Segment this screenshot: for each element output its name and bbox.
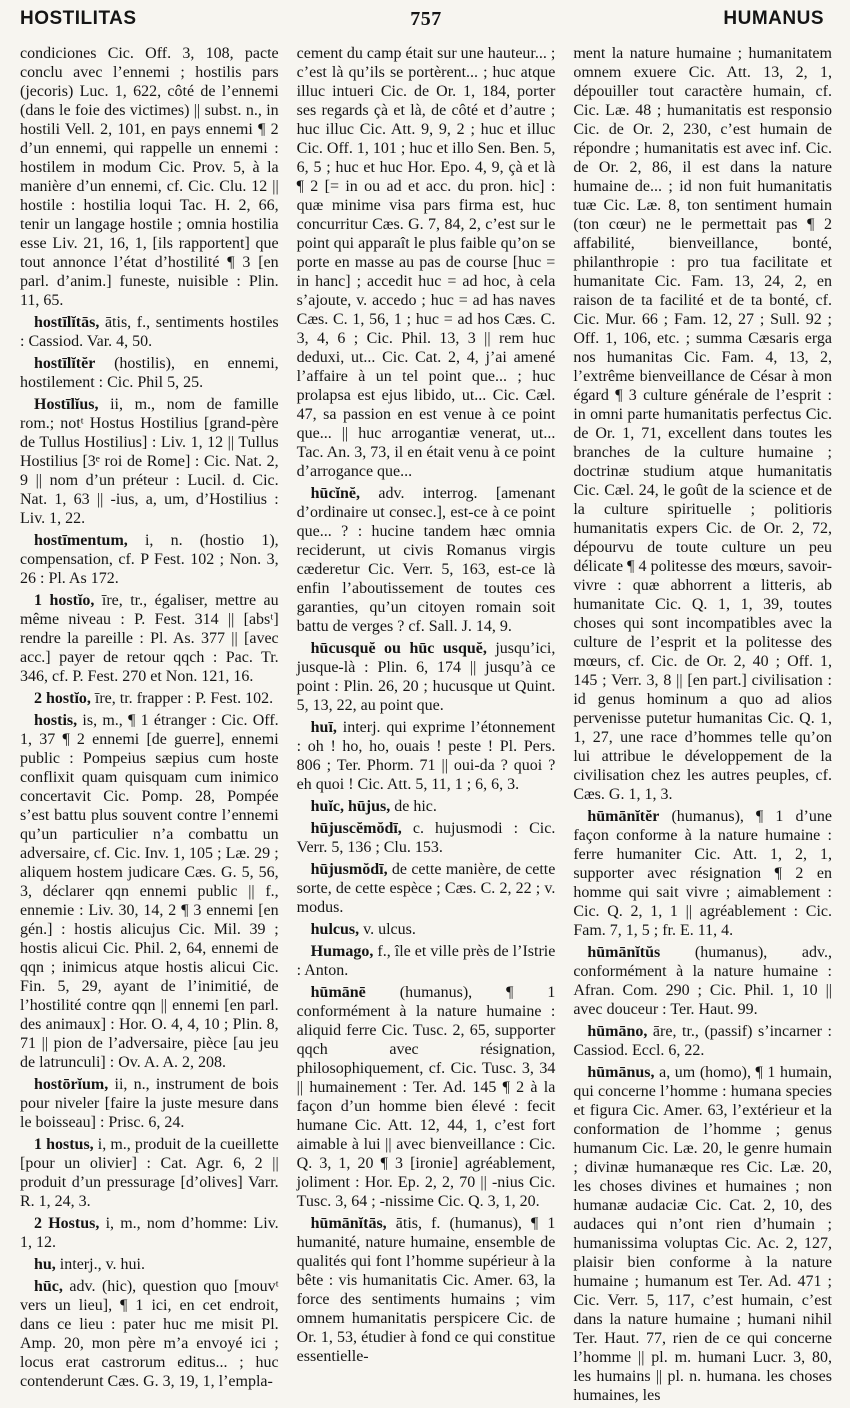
entry-text: (humanus), adv., conformément à la nature humaine : Afran. Com. 290 ; Cic. Phil. 1, 10 || avec douceur : Ter. Haut. 99. <box>573 944 832 1018</box>
entry-text: adv. (hic), question quo [mouvᵗ vers un lieu], ¶ 1 ici, en cet endroit, dans ce lieu : pater huc me misit Pl. Amp. 20, mon père m’a envoyé ici ; locus erat castrorum editus... ; huc contenderunt Cæs. G. 3, 19, 1, l’empla- <box>20 1278 279 1390</box>
entry-headword: hūmāno, <box>587 1023 648 1040</box>
dictionary-entry <box>20 1075 279 1132</box>
dictionary-entry <box>297 983 556 1211</box>
page-number: 757 <box>410 8 442 30</box>
dictionary-entry <box>20 395 279 528</box>
entry-text: (humanus), ¶ 1 conformément à la nature humaine : aliquid ferre Cic. Tusc. 2, 65, supporter qqch avec résignation, philosophiquement, cf. Cic. Tusc. 3, 34 || humainement : Ter. Ad. 145 ¶ 2 à la façon d’un homme bien élevé : fecit humane Cic. Att. 12, 44, 1, c’est fort aimable à lui || avec bienveillance : Cic. Q. 3, 1, 20 ¶ 3 [ironie] agréablement, joliment : Hor. Ep. 2, 2, 70 || -nius Cic. Tusc. 3, 64 ; -nissime Cic. Q. 3, 1, 20. <box>296 984 556 1210</box>
entry-text: a, um (homo), ¶ 1 humain, qui concerne l’homme : humana species et figura Cic. Amer. 63, l’extérieur et la conformation de l’homme ; genus humanum Cic. Læ. 20, le genre humain ; divinæ humanæque res Cic. Læ. 20, les choses divines et humaines ; non humanæ audaciæ Cic. Cat. 2, 10, des audaces qui n’ont rien d’humain ; humanissima voluptas Cic. Ac. 2, 127, plaisir bien conforme à la nature humaine ; humanum est Ter. Ad. 471 ; Cic. Verr. 5, 117, c’est humain, c’est dans la nature humaine ; humani nihil Ter. Haut. 77, rien de ce qui concerne l’homme || pl. m. humani Lucr. 3, 80, les humains || pl. n. humana. les choses humaines, les <box>573 1064 832 1404</box>
dictionary-entry <box>20 1214 279 1252</box>
entry-headword: hostīlĭtĕr <box>34 355 96 372</box>
entry-text: īre, tr. frapper : P. Fest. 102. <box>94 690 274 707</box>
dictionary-entry <box>20 591 279 686</box>
entry-text: de cette manière, de cette sorte, de cette espèce ; Cæs. C. 2, 22 ; v. modus. <box>296 861 556 916</box>
dictionary-entry <box>297 797 556 816</box>
dictionary-entry <box>573 1022 832 1060</box>
column-2 <box>297 44 556 1408</box>
dictionary-entry <box>573 1063 832 1405</box>
running-head-right: HUMANUS <box>723 8 824 29</box>
dictionary-entry <box>573 44 832 804</box>
dictionary-entry <box>297 639 556 715</box>
dictionary-entry <box>297 1214 556 1366</box>
dictionary-entry <box>20 1135 279 1211</box>
entry-text: is, m., ¶ 1 étranger : Cic. Off. 1, 37 ¶ 2 ennemi [de guerre], ennemi public : Pompeius sæpius cum hoste conflixit quam quisquam cum inimico concertavit Cic. Pomp. 28, Pompée s’est battu plus souvent contre l’ennemi qu’un particulier n’a combattu un adversaire, cf. Cic. Inv. 1, 105 ; Læ. 29 ; aliquem hostem judicare Cæs. G. 5, 56, 3, déclarer qqn ennemi public || f., ennemie : Liv. 30, 14, 2 ¶ 3 ennemi [en gén.] : hostis alicujus Cic. Mil. 39 ; hostis alicui Cic. Phil. 2, 64, ennemi de qqn ; inimicus atque hostis alicui Cic. Fin. 5, 29, ayant de l’inimitié, de l’hostilité contre qqn || ennemi [en parl. des animaux] : Hor. O. 4, 4, 10 ; Plin. 8, 71 || pion de l’adversaire, pièce [au jeu de latrunculi] : Ov. A. A. 2, 208. <box>20 712 279 1071</box>
entry-text: de hic. <box>394 798 437 815</box>
dictionary-entry <box>20 711 279 1072</box>
entry-text: (humanus), ¶ 1 d’une façon conforme à la nature humaine : ferre humaniter Cic. Att. 1, 2, 1, supporter avec résignation ¶ 2 en homme qui sait vivre ; aimablement : Cic. Q. 2, 1, 1 || agréablement : Cic. Fam. 7, 1, 5 ; fr. E. 11, 4. <box>573 808 832 939</box>
page-header <box>20 8 832 42</box>
entry-headword: hūcusquĕ ou hūc usquĕ, <box>310 640 487 657</box>
column-3 <box>573 44 832 1408</box>
dictionary-entry <box>573 943 832 1019</box>
entry-text: (hostilis), en ennemi, hostilement : Cic. Phil 5, 25. <box>20 355 279 391</box>
entry-headword: huĭc, hūjus, <box>310 798 391 815</box>
entry-text: ii, m., nom de famille rom.; notᵗ Hostus Hostilius [grand-père de Tullus Hostilius] : Liv. 1, 12 || Tullus Hostilius [3ᵉ roi de Rome] : Cic. Nat. 2, 9 || nom d’un préteur : Lucil. d. Cic. Nat. 1, 63 || -ius, a, um, d’Hostilius : Liv. 1, 22. <box>20 396 279 527</box>
running-head-left: HOSTILITAS <box>20 8 137 29</box>
entry-headword: hostīlĭtās, <box>34 314 100 331</box>
entry-text: ātis, f. (humanus), ¶ 1 humanité, nature humaine, ensemble de qualités qui font l’homme supérieur à la bête : vis humanitatis Cic. Amer. 63, la force des sentiments humains ; vim omnem humanitatis perspicere Cic. de Or. 1, 53, étudier à fond ce qui constitue essentielle- <box>296 1215 556 1365</box>
dictionary-entry <box>20 1277 279 1391</box>
dictionary-entry <box>573 807 832 940</box>
entry-headword: 1 hostĭo, <box>34 592 95 609</box>
entry-headword: hostōrĭum, <box>34 1076 109 1093</box>
entry-headword: hūmānĭtās, <box>310 1215 387 1232</box>
entry-headword: 2 Hostus, <box>34 1215 100 1232</box>
dictionary-entry <box>20 531 279 588</box>
entry-headword: hūmānē <box>310 984 366 1001</box>
dictionary-entry <box>297 484 556 636</box>
entry-text: condiciones Cic. Off. 3, 108, pacte conclu avec l’ennemi ; hostilis pars (jecoris) Luc. 1, 622, côté de l’ennemi (dans le foie des victimes) || subst. n., in hostili Vell. 2, 101, en pays ennemi ¶ 2 d’un ennemi, qui rappelle un ennemi : hostilem in modum Cic. Prov. 5, à la manière d’un ennemi, cf. Cic. Clu. 12 || hostile : hostilia loqui Tac. H. 2, 66, tenir un langage hostile ; omnia hostilia esse Liv. 21, 16, 1, [ils rapportent] que tout annonce l’état d’hostilité ¶ 3 [en parl. d’anim.] funeste, nuisible : Plin. 11, 65. <box>20 45 279 309</box>
entry-text: cement du camp était sur une hauteur... ; c’est là qu’ils se portèrent... ; huc atque illuc intueri Cic. de Or. 1, 184, porter ses regards çà et là, de côté et d’autre ; huc illuc Cic. Att. 9, 9, 2 ; huc et illuc Cic. Off. 1, 101 ; huc et illo Sen. Ben. 5, 6, 5 ; huc et huc Hor. Epo. 4, 9, çà et là ¶ 2 [= in ou ad et acc. du pron. hic] : quæ minime visa pars firma est, huc concurritur Cæs. G. 7, 84, 2, c’est sur le point qui apparaît le plus faible qu’on se porte en masse au pas de course [huc = in hanc] ; accedit huc = ad hoc, à cela s’ajoute, v. accedo ; huc = ad has naves Cæs. C. 1, 56, 1 ; huc = ad hos Cæs. C. 3, 4, 6 ; Cic. Phil. 13, 3 || rem huc deduxi, ut... Cic. Cat. 2, 4, j’ai amené l’affaire à un tel point que... ; huc prolapsa est ejus libido, ut... Cic. Cæl. 47, sa passion en est venue à ce point que... || huc arrogantiæ venerat, ut... Tac. An. 3, 73, il en était venu à ce point d’arrogance que... <box>296 45 556 480</box>
entry-headword: hūcĭnĕ, <box>310 485 360 502</box>
entry-text: adv. interrog. [amenant d’ordinaire ut consec.], est-ce à ce point que... ? : hucine tandem hæc omnia reciderunt, ut civis Romanus virgis cæderetur Cic. Verr. 5, 163, est-ce là enfin l’aboutissement de toutes ces garanties, qu’un citoyen romain soit battu de verges ? cf. Sall. J. 14, 9. <box>296 485 556 635</box>
entry-headword: hostīmentum, <box>34 532 128 549</box>
entry-text: īre, tr., égaliser, mettre au même niveau : P. Fest. 314 || [absᵗ] rendre la pareille : Pl. As. 377 || [avec acc.] payer de retour qqch : Pac. Tr. 346, cf. P. Fest. 270 et Non. 121, 16. <box>20 592 279 685</box>
dictionary-entry <box>20 1255 279 1274</box>
dictionary-entry <box>297 860 556 917</box>
entry-headword: hūjuscĕmŏdī, <box>310 820 402 837</box>
entry-text: i, n. (hostio 1), compensation, cf. P Fest. 102 ; Non. 3, 26 : Pl. As 172. <box>20 532 279 587</box>
dictionary-entry <box>297 44 556 481</box>
dictionary-entry <box>297 920 556 939</box>
entry-headword: 2 hostĭo, <box>34 690 91 707</box>
entry-headword: hūjusmŏdī, <box>310 861 388 878</box>
dictionary-entry <box>20 354 279 392</box>
entry-text: v. ulcus. <box>363 921 416 938</box>
dictionary-entry <box>20 689 279 708</box>
entry-text: interj. qui exprime l’étonnement : oh ! ho, ho, ouais ! peste ! Pl. Pers. 806 ; Ter. Phorm. 71 || oui-da ? quoi ? eh quoi ! Cic. Att. 5, 11, 1 ; 6, 6, 3. <box>296 719 556 793</box>
entry-headword: hulcus, <box>310 921 360 938</box>
dictionary-entry <box>297 718 556 794</box>
dictionary-entry <box>20 44 279 310</box>
entry-headword: hūmānĭtŭs <box>587 944 661 961</box>
entry-headword: Hostīlĭus, <box>34 396 99 413</box>
entry-text: ii, n., instrument de bois pour niveler [faire la juste mesure dans le boisseau] : Prisc. 6, 24. <box>20 1076 279 1131</box>
entry-headword: hūc, <box>34 1278 63 1295</box>
entry-headword: hūmānĭtĕr <box>587 808 660 825</box>
entry-text: āre, tr., (passif) s’incarner : Cassiod. Eccl. 6, 22. <box>573 1023 832 1059</box>
dictionary-entry <box>297 819 556 857</box>
entry-headword: hūmānus, <box>587 1064 655 1081</box>
entry-text: ātis, f., sentiments hostiles : Cassiod. Var. 4, 50. <box>20 314 279 350</box>
dictionary-entry <box>20 313 279 351</box>
dictionary-entry <box>297 942 556 980</box>
entry-headword: hostis, <box>34 712 78 729</box>
text-columns <box>20 44 832 1404</box>
column-1 <box>20 44 279 1408</box>
entry-headword: Humago, <box>310 943 374 960</box>
entry-headword: huī, <box>310 719 337 736</box>
entry-text: c. hujusmodi : Cic. Verr. 5, 136 ; Clu. 153. <box>296 820 556 856</box>
entry-text: i, m., produit de la cueillette [pour un olivier] : Cat. Agr. 6, 2 || produit d’un pressurage [d’olives] Varr. R. 1, 24, 3. <box>20 1136 279 1210</box>
entry-text: f., île et ville près de l’Istrie : Anton. <box>296 943 556 979</box>
entry-headword: 1 hostus, <box>34 1136 94 1153</box>
entry-text: interj., v. hui. <box>59 1256 145 1273</box>
entry-text: jusqu’ici, jusque-là : Plin. 6, 174 || jusqu’à ce point : Plin. 26, 20 ; hucusque ut Quint. 5, 13, 22, au point que. <box>296 640 556 714</box>
entry-headword: hu, <box>34 1256 56 1273</box>
entry-text: ment la nature humaine ; humanitatem omnem exuere Cic. Att. 13, 2, 1, dépouiller tout caractère humain, cf. Cic. Læ. 48 ; humanitatis est responsio Cic. de Or. 2, 230, c’est humain de répondre ; humanitatis est avec inf. Cic. de Or. 2, 86, il est dans la nature humaine de... ; id non fuit humanitatis tuæ Cic. Læ. 8, ton sentiment humain (ton cœur) ne le permettait pas ¶ 2 affabilité, bienveillance, bonté, philanthropie : pro tua facilitate et humanitate Cic. Fam. 13, 24, 2, en raison de ta facilité et de ta bonté, cf. Cic. Mur. 66 ; Fam. 12, 27 ; Sull. 92 ; Off. 1, 106, etc. ; summa Cæsaris erga nos humanitas Cic. Fam. 4, 13, 2, l’extrême bienveillance de César à mon égard ¶ 3 culture générale de l’esprit : in omni parte humanitatis perfectus Cic. de Or. 1, 71, excellent dans toutes les branches de la culture humaine ; doctrinæ studium atque humanitatis Cic. Cæl. 24, le goût de la science et de la culture spirituelle ; politioris humanitatis expers Cic. de Or. 2, 72, dépourvu de toute culture un peu délicate ¶ 4 politesse des mœurs, savoir-vivre : quæ abhorrent a litteris, ab humanitate Cic. Q. 1, 1, 39, toutes choses qui sont incompatibles avec la culture de l’esprit et la politesse des mœurs, cf. Cic. de Or. 2, 40 ; Off. 1, 145 ; Verr. 3, 8 || [en part.] civilisation : id genus hominum a quo ad alios pervenisse putetur humanitas Cic. Q. 1, 1, 27, une race d’hommes telle qu’on lui attribue le développement de la civilisation chez les autres peuples, cf. Cæs. G. 1, 1, 3. <box>573 45 832 803</box>
entry-text: i, m., nom d’homme: Liv. 1, 12. <box>20 1215 279 1251</box>
